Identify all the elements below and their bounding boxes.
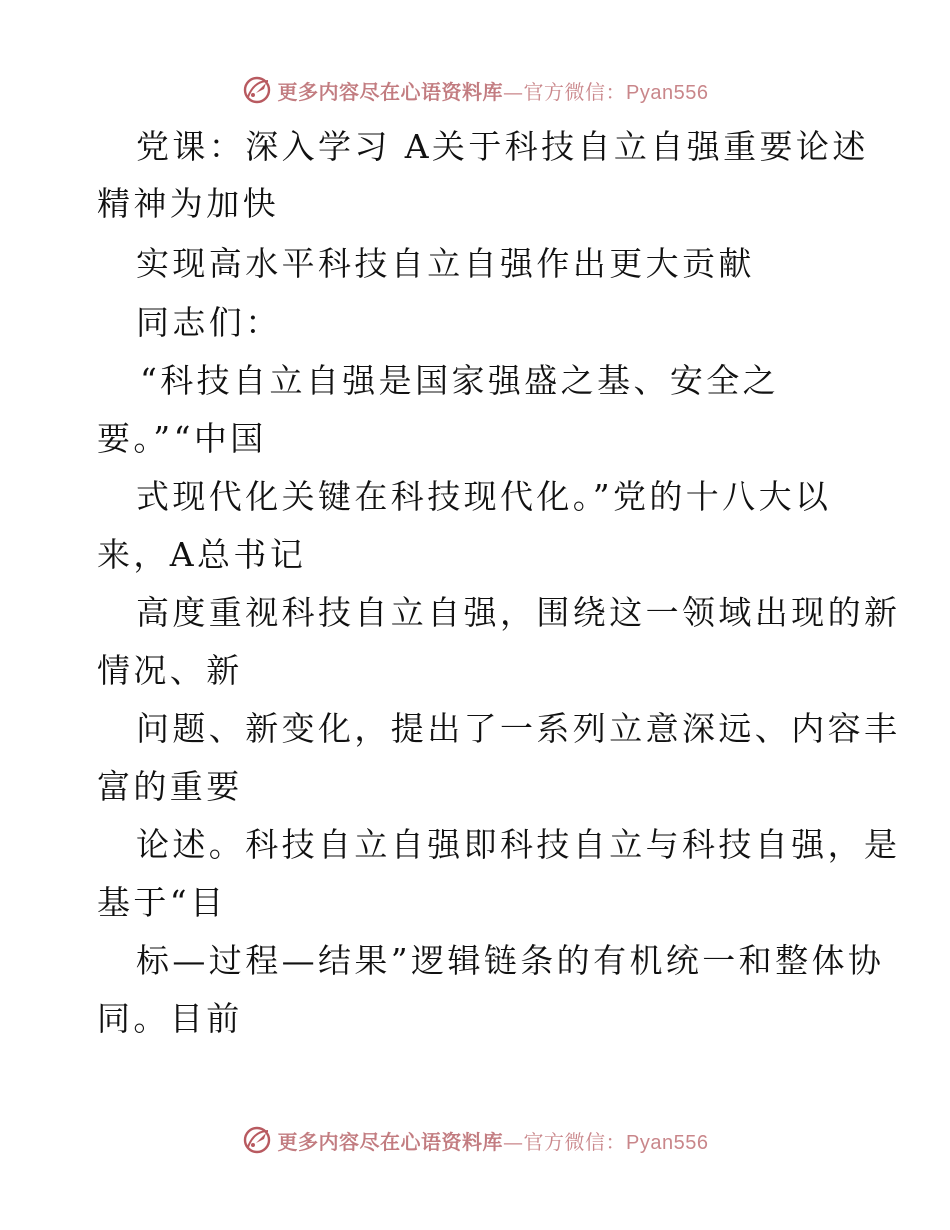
banner-wechat-id: Pyan556 xyxy=(626,1131,709,1154)
header-banner-text xyxy=(278,76,709,105)
header-banner xyxy=(0,70,950,110)
header-banner-content xyxy=(242,75,709,105)
banner-rest-text: 官方微信： xyxy=(523,1129,627,1154)
pen-nib-swirl-icon xyxy=(242,1125,272,1155)
banner-lead-text: 更多内容尽在心语资料库 xyxy=(277,1129,504,1154)
banner-dash: — xyxy=(503,79,524,104)
banner-rest-text: 官方微信： xyxy=(523,79,627,104)
banner-wechat-id: Pyan556 xyxy=(626,81,709,104)
body-line-10: 情况、新 xyxy=(97,651,243,690)
body-line-1: 党课：深入学习 A关于科技自立自强重要论述 xyxy=(136,127,869,166)
body-line-13: 论述。科技自立自强即科技自立与科技自强，是 xyxy=(136,825,901,864)
body-line-5: “科技自立自强是国家强盛之基、安全之 xyxy=(140,361,780,400)
banner-lead-text: 更多内容尽在心语资料库 xyxy=(277,79,504,104)
banner-dash: — xyxy=(503,1129,524,1154)
body-line-2: 精神为加快 xyxy=(97,184,279,223)
footer-banner xyxy=(0,1120,950,1160)
body-line-8: 来，A总书记 xyxy=(97,535,307,574)
body-line-7: 式现代化关键在科技现代化。”党的十八大以 xyxy=(136,477,832,516)
footer-banner-content xyxy=(242,1125,709,1155)
pen-nib-swirl-icon xyxy=(242,75,272,105)
body-line-4: 同志们： xyxy=(136,303,282,342)
body-line-16: 同。目前 xyxy=(97,999,243,1038)
body-line-9: 高度重视科技自立自强，围绕这一领域出现的新 xyxy=(136,593,901,632)
body-line-15: 标—过程—结果”逻辑链条的有机统一和整体协 xyxy=(136,941,885,980)
footer-banner-text xyxy=(278,1126,709,1155)
body-line-14: 基于“目 xyxy=(97,883,227,922)
body-line-6: 要。”“中国 xyxy=(97,419,267,458)
body-line-11: 问题、新变化，提出了一系列立意深远、内容丰 xyxy=(136,709,901,748)
body-line-12: 富的重要 xyxy=(97,767,243,806)
body-line-3: 实现高水平科技自立自强作出更大贡献 xyxy=(136,244,755,283)
